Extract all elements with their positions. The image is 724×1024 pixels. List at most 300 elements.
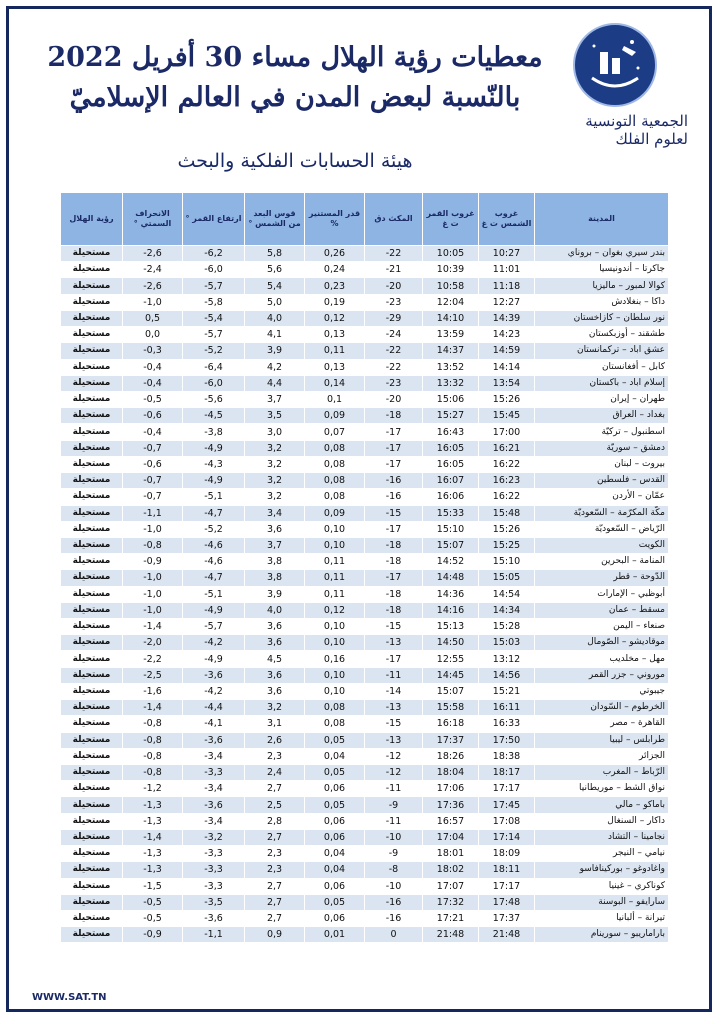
visibility-cell: مستحيلة [61,456,123,472]
visibility-cell: مستحيلة [61,602,123,618]
table-row [61,651,669,667]
visibility-cell: مستحيلة [61,537,123,553]
table-row [61,391,669,407]
table-cell: 14:10 [423,310,479,326]
table-cell: 3,2 [245,473,305,489]
table-row [61,343,669,359]
table-cell: 13:54 [479,375,535,391]
table-cell: 18:09 [479,846,535,862]
table-cell: -14 [365,683,423,699]
city-cell: كابل – أفغانستان [535,359,669,375]
table-cell: -8 [365,862,423,878]
table-cell: 0,1 [305,391,365,407]
visibility-cell: مستحيلة [61,878,123,894]
table-cell: -18 [365,408,423,424]
table-cell: -16 [365,910,423,926]
table-cell: -22 [365,359,423,375]
table-cell: 11:18 [479,278,535,294]
table-cell: -1,1 [183,927,245,943]
table-cell: 0,13 [305,359,365,375]
table-cell: 0,9 [245,927,305,943]
table-cell: 0,05 [305,797,365,813]
table-cell: -0,8 [123,748,183,764]
visibility-cell: مستحيلة [61,716,123,732]
table-cell: 4,0 [245,602,305,618]
table-cell: -9 [365,797,423,813]
table-cell: -3,3 [183,846,245,862]
table-cell: -1,3 [123,813,183,829]
table-cell: 14:34 [479,602,535,618]
table-cell: 16:06 [423,489,479,505]
city-cell: واغادوغو – بوركينافاسو [535,862,669,878]
table-cell: 4,4 [245,375,305,391]
visibility-cell: مستحيلة [61,327,123,343]
table-cell: 3,2 [245,456,305,472]
city-cell: إسلام اباد – باكستان [535,375,669,391]
table-cell: -0,4 [123,375,183,391]
table-cell: 0,01 [305,927,365,943]
table-cell: -3,3 [183,878,245,894]
table-cell: 0,10 [305,683,365,699]
table-cell: -0,4 [123,424,183,440]
table-cell: 0,05 [305,894,365,910]
table-cell: -2,4 [123,262,183,278]
table-cell: 10:58 [423,278,479,294]
table-cell: -16 [365,489,423,505]
table-cell: -18 [365,586,423,602]
city-cell: القاهرة – مصر [535,716,669,732]
table-row [61,489,669,505]
table-cell: -2,2 [123,651,183,667]
table-row [61,570,669,586]
table-cell: -3,6 [183,910,245,926]
visibility-cell: مستحيلة [61,505,123,521]
table-cell: -1,0 [123,602,183,618]
city-cell: طهران – إيران [535,391,669,407]
city-cell: الخرطوم – السّودان [535,700,669,716]
table-cell: 0,10 [305,521,365,537]
table-cell: 16:22 [479,489,535,505]
table-cell: 14:23 [479,327,535,343]
table-row [61,846,669,862]
table-cell: 17:00 [479,424,535,440]
city-cell: داكا – بنغلادش [535,294,669,310]
table-cell: 17:17 [479,878,535,894]
visibility-cell: مستحيلة [61,343,123,359]
table-row [61,797,669,813]
table-cell: -0,9 [123,927,183,943]
visibility-cell: مستحيلة [61,489,123,505]
table-cell: -4,5 [183,408,245,424]
city-cell: القدس – فلسطين [535,473,669,489]
table-cell: 3,5 [245,408,305,424]
table-cell: 15:07 [423,683,479,699]
table-cell: -0,9 [123,554,183,570]
table-cell: -3,4 [183,813,245,829]
visibility-cell: مستحيلة [61,440,123,456]
table-cell: -15 [365,505,423,521]
table-cell: 15:25 [479,537,535,553]
table-cell: -18 [365,602,423,618]
table-cell: 2,3 [245,748,305,764]
table-cell: 0,06 [305,878,365,894]
table-cell: -1,6 [123,683,183,699]
table-row [61,683,669,699]
table-cell: 14:56 [479,667,535,683]
table-cell: 0,05 [305,732,365,748]
table-cell: 16:07 [423,473,479,489]
city-cell: الرّباط – المغرب [535,765,669,781]
table-cell: -5,7 [183,278,245,294]
table-cell: 15:28 [479,619,535,635]
visibility-cell: مستحيلة [61,586,123,602]
table-cell: 0 [365,927,423,943]
visibility-cell: مستحيلة [61,910,123,926]
table-cell: 14:37 [423,343,479,359]
table-cell: -4,9 [183,473,245,489]
table-cell: 2,5 [245,797,305,813]
table-cell: 5,6 [245,262,305,278]
table-cell: 10:05 [423,246,479,262]
table-cell: 14:16 [423,602,479,618]
table-cell: -2,5 [123,667,183,683]
table-cell: -1,0 [123,521,183,537]
table-cell: -1,0 [123,586,183,602]
table-cell: 3,6 [245,667,305,683]
city-cell: نور سلطان – كازاخستان [535,310,669,326]
table-cell: 0,16 [305,651,365,667]
visibility-cell: مستحيلة [61,262,123,278]
table-cell: 4,5 [245,651,305,667]
table-cell: -3,3 [183,765,245,781]
visibility-cell: مستحيلة [61,408,123,424]
table-cell: -0,7 [123,489,183,505]
table-cell: -0,7 [123,473,183,489]
table-cell: -6,2 [183,246,245,262]
table-cell: -18 [365,537,423,553]
visibility-cell: مستحيلة [61,246,123,262]
city-cell: مسقط – عمان [535,602,669,618]
city-cell: تيرانة – ألبانيا [535,910,669,926]
table-cell: 4,2 [245,359,305,375]
table-cell: 16:21 [479,440,535,456]
table-cell: 0,12 [305,310,365,326]
table-cell: 13:12 [479,651,535,667]
table-cell: 0,26 [305,246,365,262]
table-row [61,716,669,732]
table-cell: -18 [365,554,423,570]
table-cell: -5,1 [183,586,245,602]
table-row [61,327,669,343]
table-cell: 3,8 [245,554,305,570]
table-row [61,910,669,926]
table-cell: -1,2 [123,781,183,797]
table-cell: 0,24 [305,262,365,278]
visibility-cell: مستحيلة [61,797,123,813]
city-cell: موروني – جزر القمر [535,667,669,683]
table-cell: 0,13 [305,327,365,343]
visibility-cell: مستحيلة [61,521,123,537]
city-cell: كوناكري – غينيا [535,878,669,894]
table-cell: 0,10 [305,667,365,683]
table-row [61,359,669,375]
table-cell: -1,4 [123,700,183,716]
table-cell: 3,9 [245,343,305,359]
table-row [61,424,669,440]
table-cell: 3,6 [245,619,305,635]
table-cell: 16:23 [479,473,535,489]
table-cell: 0,07 [305,424,365,440]
visibility-cell: مستحيلة [61,635,123,651]
table-cell: -1,1 [123,505,183,521]
city-cell: الرّياض – السّعوديّة [535,521,669,537]
table-cell: 15:13 [423,619,479,635]
visibility-cell: مستحيلة [61,846,123,862]
table-cell: 14:59 [479,343,535,359]
table-cell: 0,08 [305,716,365,732]
table-cell: 15:26 [479,521,535,537]
table-row [61,473,669,489]
table-cell: -4,9 [183,440,245,456]
table-row [61,927,669,943]
table-cell: -5,2 [183,521,245,537]
table-cell: 5,8 [245,246,305,262]
organization-name: الجمعية التونسية لعلوم الفلك [585,112,688,148]
table-cell: 16:57 [423,813,479,829]
table-cell: -4,1 [183,716,245,732]
table-cell: 0,06 [305,829,365,845]
table-cell: -5,2 [183,343,245,359]
table-cell: -4,7 [183,570,245,586]
website-url: WWW.SAT.TN [32,992,107,1003]
table-cell: 17:04 [423,829,479,845]
table-cell: 15:10 [423,521,479,537]
city-cell: جاكرتا – أندونيسيا [535,262,669,278]
table-cell: 21:48 [479,927,535,943]
table-cell: 0,10 [305,635,365,651]
table-cell: -11 [365,667,423,683]
city-cell: مهل – مخلديب [535,651,669,667]
table-cell: 0,04 [305,846,365,862]
table-cell: 0,11 [305,570,365,586]
city-cell: المنامة – البحرين [535,554,669,570]
table-cell: 17:08 [479,813,535,829]
table-cell: -4,2 [183,635,245,651]
table-cell: 14:50 [423,635,479,651]
table-cell: 15:26 [479,391,535,407]
table-cell: -12 [365,765,423,781]
table-cell: 13:32 [423,375,479,391]
table-cell: 15:21 [479,683,535,699]
table-cell: 10:27 [479,246,535,262]
table-row [61,602,669,618]
table-cell: 3,6 [245,521,305,537]
table-cell: 0,0 [123,327,183,343]
table-cell: 12:04 [423,294,479,310]
table-cell: -6,0 [183,375,245,391]
table-cell: 14:14 [479,359,535,375]
table-cell: -4,9 [183,602,245,618]
table-cell: -4,3 [183,456,245,472]
association-logo-icon [572,22,658,108]
column-header: غروب الشمس ت غ [479,193,535,246]
visibility-cell: مستحيلة [61,748,123,764]
city-cell: طرابلس – ليبيا [535,732,669,748]
table-cell: -22 [365,343,423,359]
column-header: المكث دق [365,193,423,246]
table-cell: -10 [365,829,423,845]
table-cell: -23 [365,375,423,391]
table-cell: 18:38 [479,748,535,764]
table-cell: -4,7 [183,505,245,521]
table-cell: -10 [365,878,423,894]
table-cell: -17 [365,651,423,667]
table-cell: -0,5 [123,910,183,926]
table-header-row [61,193,669,246]
table-cell: 0,04 [305,748,365,764]
table-cell: 16:11 [479,700,535,716]
visibility-cell: مستحيلة [61,375,123,391]
visibility-cell: مستحيلة [61,927,123,943]
table-cell: -5,8 [183,294,245,310]
table-cell: -22 [365,246,423,262]
table-cell: 14:45 [423,667,479,683]
table-cell: 0,08 [305,489,365,505]
table-cell: 3,7 [245,391,305,407]
visibility-cell: مستحيلة [61,294,123,310]
table-cell: 0,23 [305,278,365,294]
table-cell: -4,9 [183,651,245,667]
table-cell: 2,6 [245,732,305,748]
table-cell: 10:39 [423,262,479,278]
table-row [61,505,669,521]
city-cell: بغداد – العراق [535,408,669,424]
table-row [61,537,669,553]
table-cell: 17:45 [479,797,535,813]
table-cell: 15:07 [423,537,479,553]
city-cell: سارايفو – البوسنة [535,894,669,910]
table-row [61,440,669,456]
table-body [61,246,669,943]
visibility-cell: مستحيلة [61,732,123,748]
table-cell: -20 [365,278,423,294]
table-cell: -5,1 [183,489,245,505]
table-cell: 16:05 [423,456,479,472]
table-cell: 15:48 [479,505,535,521]
city-cell: داكار – السنغال [535,813,669,829]
table-cell: 4,0 [245,310,305,326]
table-cell: -6,4 [183,359,245,375]
table-cell: 14:36 [423,586,479,602]
table-cell: -0,7 [123,440,183,456]
table-row [61,278,669,294]
table-cell: 3,9 [245,586,305,602]
table-cell: 18:04 [423,765,479,781]
table-cell: 2,7 [245,781,305,797]
table-cell: 18:17 [479,765,535,781]
city-cell: الجزائر [535,748,669,764]
visibility-cell: مستحيلة [61,862,123,878]
table-cell: -0,5 [123,894,183,910]
table-cell: 5,4 [245,278,305,294]
city-cell: باراماريبو – سورينام [535,927,669,943]
table-cell: -17 [365,521,423,537]
city-cell: الدّوحة – قطر [535,570,669,586]
visibility-cell: مستحيلة [61,683,123,699]
city-cell: بيروت – لبنان [535,456,669,472]
table-cell: 2,3 [245,846,305,862]
table-cell: 12:27 [479,294,535,310]
table-cell: 4,1 [245,327,305,343]
visibility-cell: مستحيلة [61,700,123,716]
table-cell: 13:52 [423,359,479,375]
visibility-cell: مستحيلة [61,619,123,635]
table-cell: 0,08 [305,440,365,456]
table-cell: 0,04 [305,862,365,878]
table-cell: 3,6 [245,683,305,699]
table-cell: -0,5 [123,391,183,407]
table-cell: 15:58 [423,700,479,716]
table-cell: -5,4 [183,310,245,326]
table-cell: 14:48 [423,570,479,586]
table-cell: 16:22 [479,456,535,472]
table-cell: 17:21 [423,910,479,926]
table-row [61,554,669,570]
table-cell: -1,5 [123,878,183,894]
table-row [61,262,669,278]
table-cell: 17:14 [479,829,535,845]
table-cell: 18:11 [479,862,535,878]
table-cell: 15:06 [423,391,479,407]
table-cell: 3,2 [245,440,305,456]
city-cell: صنعاء – اليمن [535,619,669,635]
table-cell: 17:36 [423,797,479,813]
table-cell: -23 [365,294,423,310]
table-cell: -0,4 [123,359,183,375]
table-cell: -12 [365,748,423,764]
table-cell: -15 [365,716,423,732]
city-cell: جيبوتي [535,683,669,699]
table-cell: -1,3 [123,846,183,862]
city-cell: كوالا لمبور – ماليزيا [535,278,669,294]
table-cell: -3,5 [183,894,245,910]
table-cell: 0,11 [305,586,365,602]
table-cell: -4,6 [183,537,245,553]
table-cell: -1,4 [123,619,183,635]
table-row [61,748,669,764]
table-cell: -17 [365,456,423,472]
table-cell: 17:06 [423,781,479,797]
table-row [61,408,669,424]
table-cell: -3,6 [183,667,245,683]
table-cell: 0,08 [305,473,365,489]
table-row [61,456,669,472]
table-cell: -4,2 [183,683,245,699]
visibility-cell: مستحيلة [61,473,123,489]
table-cell: 17:17 [479,781,535,797]
table-cell: -15 [365,619,423,635]
visibility-cell: مستحيلة [61,829,123,845]
table-cell: -1,3 [123,797,183,813]
table-row [61,781,669,797]
table-cell: 17:50 [479,732,535,748]
table-cell: 0,11 [305,554,365,570]
table-cell: -5,7 [183,619,245,635]
visibility-cell: مستحيلة [61,813,123,829]
visibility-cell: مستحيلة [61,310,123,326]
table-row [61,878,669,894]
table-cell: -20 [365,391,423,407]
